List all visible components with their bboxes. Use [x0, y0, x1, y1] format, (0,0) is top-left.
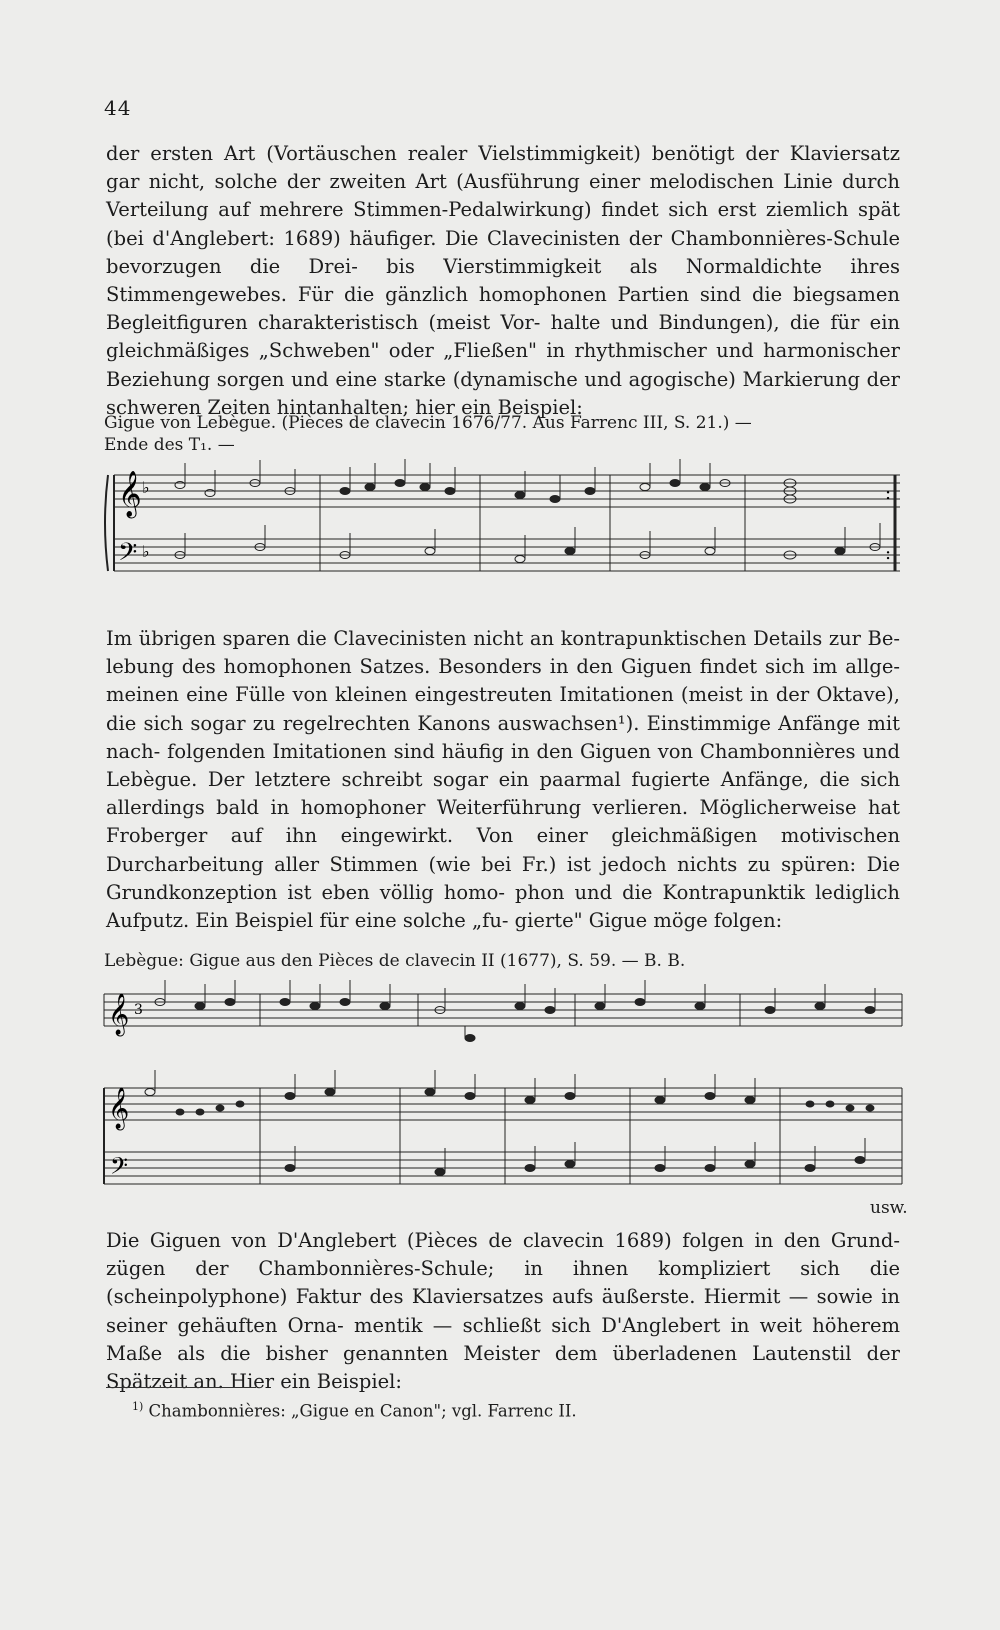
footnote-rule [106, 1387, 256, 1388]
treble-clef-icon-2: 𝄞 [108, 994, 130, 1035]
example-1-caption [104, 412, 904, 456]
repeat-sign: : [885, 483, 892, 504]
time-signature: 3 [134, 1002, 143, 1018]
example-2-caption: Lebègue: Gigue aus den Pièces de clavecin II (1677), S. 59. — B. B. [104, 951, 686, 971]
music-example-1 [100, 455, 906, 600]
paragraph-2: Im übrigen sparen die Clavecinisten nicht an kontrapunktischen Details zur Be- lebung des homophonen Satzes. Besonders in den Giguen findet sich im allge- meinen eine Fülle von kleinen eingestreuten Imitationen (meist in der Oktave), die sich sogar zu regelrechten Kanons auswachsen¹). Einstimmige Anfänge mit nach- folgenden Imitationen sind häufig in den Giguen von Chambonnières und Lebègue. Der letztere schreibt sogar ein paarmal fugierte Anfänge, die sich allerdings bald in homophoner Weiterführung verlieren. Möglicherweise hat Froberger auf ihn eingewirkt. Von einer gleichmäßigen motivischen Durcharbeitung aller Stimmen (wie bei Fr.) ist jedoch nichts zu spüren: Die Grundkonzeption ist eben völlig homo- phon und die Kontrapunktik lediglich Aufputz. Ein Beispiel für eine solche „fu- gierte" Gigue möge folgen: [106, 627, 900, 933]
flat-signs-bass: ♭ [142, 542, 150, 561]
bass-clef-icon-2: 𝄢 [110, 1152, 129, 1185]
bass-clef-icon: 𝄢 [118, 538, 138, 573]
footnote [132, 1400, 577, 1421]
music-example-2-line-2-svg [100, 1070, 906, 1195]
usw-label: usw. [870, 1198, 908, 1218]
footnote-text: Chambonnières: „Gigue en Canon"; vgl. Farrenc II. [148, 1401, 577, 1421]
example-1-caption-line-1: Gigue von Lebègue. (Pièces de clavecin 1676/77. Aus Farrenc III, S. 21.) — [104, 413, 752, 433]
music-example-1-svg [100, 455, 906, 600]
music-example-2-line-1 [100, 980, 906, 1050]
music-example-2-line-1-svg [100, 980, 906, 1050]
paragraph-3: Die Giguen von D'Anglebert (Pièces de clavecin 1689) folgen in den Grund- zügen der Chambonnières-Schule; in ihnen kompliziert sich die (scheinpolyphone) Faktur des Klaviersatzes aufs äußerste. Hiermit — sowie in seiner gehäuften Orna- mentik — schließt sich D'Anglebert in weit höherem Maße als die bisher genannten Meister dem überladenen Lautenstil der Spätzeit an. Hier ein Beispiel: [106, 1229, 900, 1394]
music-example-2-line-2 [100, 1070, 906, 1195]
flat-signs: ♭ [142, 478, 150, 497]
paragraph-1: der ersten Art (Vortäuschen realer Vielstimmigkeit) benötigt der Klaviersatz gar nicht, solche der zweiten Art (Ausführung einer melodischen Linie durch Verteilung auf mehrere Stimmen-Pedalwirkung) findet sich erst ziemlich spät (bei d'Anglebert: 1689) häufiger. Die Clavecinisten der Chambonnières-Schule bevorzugen die Drei- bis Vierstimmigkeit als Normaldichte ihres Stimmengewebes. Für die gänzlich homophonen Partien sind die biegsamen Begleitfiguren charakteristisch (meist Vor- halte und Bindungen), die für ein gleichmäßiges „Schweben" oder „Fließen" in rhythmischer und harmonischer Beziehung sorgen und eine starke (dynamische und agogische) Markierung der schweren Zeiten hintanhalten; hier ein Beispiel: [106, 142, 900, 419]
page-number: 44 [104, 96, 132, 120]
treble-clef-icon: 𝄞 [118, 471, 142, 517]
example-1-caption-line-2: Ende des T₁. — [104, 435, 235, 455]
treble-clef-icon-3: 𝄞 [108, 1088, 130, 1129]
repeat-sign-bass: : [885, 543, 892, 564]
footnote-marker: 1) [132, 1400, 144, 1413]
